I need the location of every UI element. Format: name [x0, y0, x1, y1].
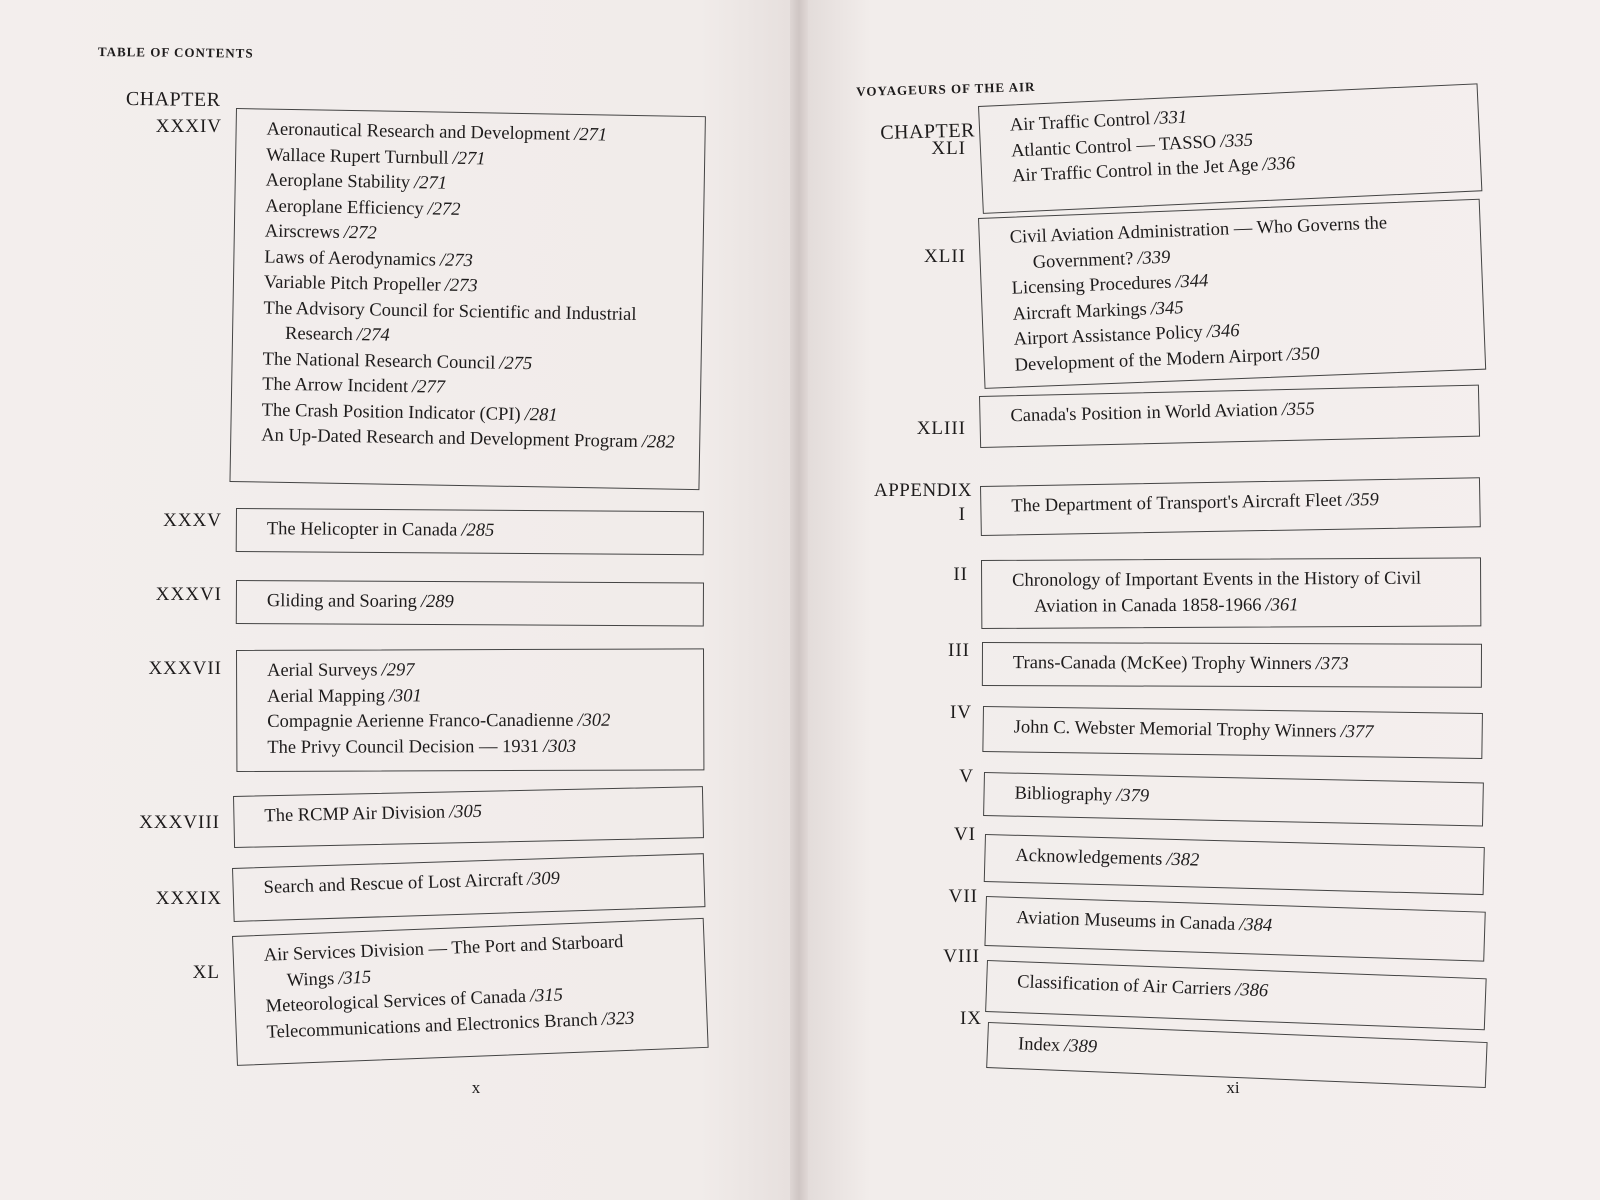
toc-entry[interactable]: [1011, 487, 1465, 520]
chapter-number: VI: [953, 824, 976, 845]
toc-entry-page: /323: [601, 1008, 635, 1030]
page-folio-right: xi: [1226, 1078, 1240, 1097]
chapter-box: [982, 642, 1482, 688]
toc-entry[interactable]: [1015, 844, 1470, 881]
toc-entry-page: /273: [439, 250, 474, 271]
toc-entry-title: Aeroplane Efficiency: [265, 196, 424, 219]
chapter-number: II: [953, 564, 968, 585]
toc-entry-title: Search and Rescue of Lost Aircraft: [263, 869, 524, 899]
chapter-box: [978, 199, 1486, 389]
toc-entry-title: Bibliography: [1014, 783, 1113, 806]
toc-entry-page: /285: [461, 520, 495, 541]
toc-entry-title: John C. Webster Memorial Trophy Winners: [1013, 717, 1337, 742]
toc-entry-page: /335: [1219, 130, 1254, 152]
toc-entry-page: /346: [1206, 321, 1240, 343]
toc-entry-page: /331: [1153, 107, 1188, 130]
chapter-heading-right: CHAPTER: [880, 119, 976, 144]
chapter-box: [984, 896, 1485, 962]
chapter-box: [980, 477, 1481, 536]
chapter-number: XL: [192, 962, 220, 983]
toc-entry-page: /315: [529, 985, 564, 1007]
toc-entry-title: Air Services Division — The Port and Starboard Wings: [263, 931, 624, 991]
chapter-number: XXXIV: [155, 116, 222, 137]
toc-entry-page: /297: [381, 660, 415, 681]
toc-entry[interactable]: [1013, 651, 1467, 678]
toc-entry[interactable]: [1018, 1032, 1473, 1076]
toc-entry-page: /355: [1281, 399, 1315, 421]
toc-entry-title: The Department of Transport's Aircraft Fleet: [1011, 490, 1343, 517]
toc-entry[interactable]: [264, 795, 688, 829]
chapter-number: VII: [948, 886, 978, 907]
toc-entry-page: /271: [452, 148, 486, 169]
toc-entry[interactable]: [1012, 566, 1466, 619]
chapter-box: [984, 834, 1485, 895]
toc-entry[interactable]: [267, 734, 689, 761]
toc-entry-title: Chronology of Important Events in the History of Civil Aviation in Canada 1858-1966: [1012, 568, 1422, 617]
toc-entry-page: /277: [411, 377, 446, 398]
toc-entry-page: /309: [526, 868, 561, 890]
chapter-number: XLII: [924, 246, 966, 267]
toc-entry-title: Telecommunications and Electronics Branch: [266, 1009, 598, 1043]
toc-entry-page: /384: [1238, 914, 1273, 936]
book-gutter: [790, 0, 810, 1200]
toc-entry-title: Index: [1017, 1034, 1061, 1056]
toc-entry-page: /282: [641, 432, 675, 453]
toc-entry-title: Acknowledgements: [1015, 845, 1163, 870]
toc-entry-title: Aerial Mapping: [267, 685, 385, 707]
toc-entry-title: Air Traffic Control: [1009, 109, 1151, 136]
toc-entry-title: Trans-Canada (McKee) Trophy Winners: [1012, 653, 1312, 675]
chapter-number: IV: [949, 702, 972, 723]
chapter-box: [982, 706, 1483, 759]
toc-entry-page: /373: [1315, 654, 1349, 675]
toc-entry-title: Meteorological Services of Canada: [265, 986, 527, 1017]
chapter-number: VIII: [943, 946, 980, 967]
chapter-number: XLIII: [916, 418, 966, 439]
toc-entry[interactable]: [267, 708, 689, 735]
chapter-heading-left: CHAPTER: [125, 88, 221, 111]
toc-entry-title: Wallace Rupert Turnbull: [266, 145, 449, 169]
toc-entry-title: Aircraft Markings: [1012, 299, 1148, 325]
toc-entry-title: Gliding and Soaring: [266, 591, 417, 612]
toc-entry-title: Laws of Aerodynamics: [264, 247, 437, 271]
chapter-number: XXXVI: [155, 584, 222, 605]
running-head-left: TABLE OF CONTENTS: [97, 44, 254, 61]
toc-entry-page: /272: [427, 198, 461, 220]
toc-entry[interactable]: [267, 589, 689, 617]
toc-entry-title: Aerial Surveys: [267, 660, 378, 681]
toc-entry-page: /336: [1261, 153, 1296, 176]
toc-entry-title: Atlantic Control — TASSO: [1010, 131, 1217, 162]
chapter-box: [981, 557, 1481, 629]
toc-entry-page: /272: [343, 222, 377, 244]
chapter-number: V: [959, 766, 974, 787]
toc-entry-title: Airscrews: [264, 221, 341, 243]
toc-entry-title: The National Research Council: [262, 349, 496, 374]
toc-entry-page: /275: [499, 353, 533, 374]
toc-entry-title: Development of the Modern Airport: [1014, 344, 1284, 376]
chapter-box: [236, 508, 704, 555]
toc-entry[interactable]: [267, 517, 689, 545]
chapter-number: I: [958, 504, 966, 525]
toc-entry-title: Aeroplane Stability: [265, 170, 411, 194]
toc-entry-page: /305: [448, 801, 483, 823]
toc-entry-page: /345: [1150, 297, 1184, 319]
toc-entry-page: /303: [543, 736, 577, 757]
toc-entry[interactable]: [267, 683, 689, 710]
toc-entry-page: /273: [444, 275, 478, 297]
toc-entry-title: Aviation Museums in Canada: [1016, 907, 1236, 935]
toc-entry-title: Civil Aviation Administration — Who Governs the Government?: [1009, 213, 1388, 273]
toc-entry-page: /389: [1063, 1036, 1098, 1058]
toc-entry-title: Licensing Procedures: [1011, 272, 1172, 299]
toc-entry-page: /274: [356, 325, 390, 346]
chapter-number: IX: [959, 1008, 982, 1029]
chapter-box: [979, 385, 1480, 448]
toc-entry-page: /281: [524, 404, 558, 426]
toc-entry[interactable]: [263, 863, 690, 902]
toc-entry-title: The Helicopter in Canada: [266, 519, 458, 541]
chapter-box: [983, 772, 1484, 826]
left-page: [0, 0, 795, 1200]
chapter-number: XXXIX: [155, 888, 222, 909]
running-head-right: VOYAGEURS OF THE AIR: [856, 78, 1036, 99]
toc-entry[interactable]: [1014, 715, 1468, 747]
toc-entry-title: Canada's Position in World Aviation: [1010, 400, 1278, 427]
toc-entry-title: Classification of Air Carriers: [1016, 972, 1232, 1000]
toc-entry-page: /361: [1265, 594, 1299, 616]
page-folio-left: x: [471, 1078, 481, 1097]
toc-entry-title: The Privy Council Decision — 1931: [267, 736, 540, 758]
appendix-heading: APPENDIX: [874, 480, 972, 501]
toc-entry-page: /271: [574, 124, 608, 146]
chapter-box: [233, 786, 704, 848]
toc-entry[interactable]: [267, 657, 689, 684]
chapter-number: XXXVII: [148, 658, 222, 679]
toc-entry-page: /377: [1340, 721, 1374, 743]
toc-entry-title: Aeronautical Research and Development: [266, 119, 571, 145]
toc-entry-title: The Crash Position Indicator (CPI): [261, 399, 521, 425]
toc-entry-page: /359: [1345, 490, 1379, 511]
toc-entry-title: Air Traffic Control in the Jet Age: [1011, 155, 1259, 187]
toc-entry-page: /302: [577, 710, 611, 731]
chapter-box: [232, 853, 705, 922]
toc-entry-page: /271: [413, 173, 448, 194]
chapter-box: [985, 960, 1487, 1030]
chapter-number: XXXVIII: [139, 812, 220, 833]
toc-entry-title: Variable Pitch Propeller: [263, 272, 441, 296]
toc-entry-page: /350: [1286, 343, 1320, 365]
toc-entry-title: Airport Assistance Policy: [1013, 322, 1204, 350]
toc-entry-page: /386: [1234, 980, 1269, 1002]
toc-entry-title: The Arrow Incident: [262, 374, 409, 398]
right-page: [808, 0, 1600, 1200]
toc-entry-page: /339: [1136, 247, 1171, 269]
toc-entry-title: Compagnie Aerienne Franco-Canadienne: [267, 710, 574, 732]
chapter-box: [232, 918, 709, 1066]
toc-entry-title: An Up-Dated Research and Development Program: [261, 425, 638, 453]
toc-entry-page: /289: [420, 591, 454, 613]
chapter-box: [236, 580, 704, 626]
toc-entry[interactable]: [263, 296, 688, 354]
chapter-number: III: [948, 640, 970, 661]
toc-entry[interactable]: [1016, 906, 1471, 946]
toc-entry[interactable]: [1014, 782, 1468, 817]
toc-entry-page: /301: [388, 685, 422, 706]
toc-entry-page: /382: [1166, 849, 1200, 871]
chapter-box: [236, 648, 704, 772]
toc-entry-title: The RCMP Air Division: [264, 802, 446, 827]
chapter-number: XLI: [931, 138, 966, 159]
toc-entry[interactable]: [1010, 394, 1464, 430]
toc-entry-page: /379: [1115, 785, 1150, 807]
chapter-box: [229, 108, 705, 490]
toc-entry-title: The Advisory Council for Scientific and Industrial Research: [263, 298, 637, 346]
chapter-box: [978, 83, 1482, 214]
toc-entry-page: /344: [1175, 271, 1209, 293]
toc-entry-page: /315: [337, 967, 372, 989]
chapter-number: XXXV: [163, 510, 222, 531]
toc-entry[interactable]: [1017, 970, 1472, 1012]
